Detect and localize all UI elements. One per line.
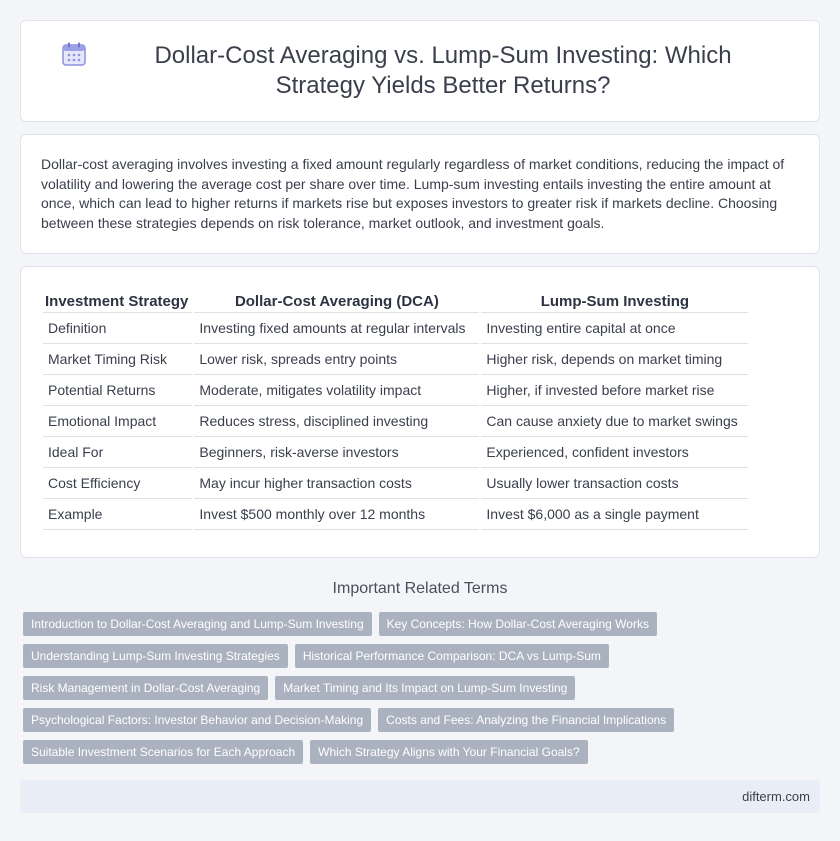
table-row [43,375,748,406]
table-cell-label: Emotional Impact [43,406,192,437]
related-term-link[interactable]: Suitable Investment Scenarios for Each Approach [23,740,303,764]
intro-paragraph: Dollar-cost averaging involves investing a fixed amount regularly regardless of market conditions, reducing the impact of volatility and lowering the average cost per share over time. Lump-sum investing entails investing the entire amount at once, which can lead to higher returns if markets rise but exposes investors to greater risk if markets decline. Choosing between these strategies depends on risk tolerance, market outlook, and investment goals. [41,156,785,231]
table-cell-lump-sum: Invest $6,000 as a single payment [481,499,748,530]
related-term-link[interactable]: Costs and Fees: Analyzing the Financial Implications [378,708,674,732]
table-cell-lump-sum: Higher, if invested before market rise [481,375,748,406]
related-terms-title: Important Related Terms [332,580,508,597]
related-term-link[interactable]: Key Concepts: How Dollar-Cost Averaging Works [379,612,657,636]
related-term-link[interactable]: Introduction to Dollar-Cost Averaging and Lump-Sum Investing [23,612,372,636]
intro-card [20,134,820,254]
related-term-link[interactable]: Risk Management in Dollar-Cost Averaging [23,676,268,700]
table-cell-dca: Reduces stress, disciplined investing [194,406,479,437]
table-row [43,468,748,499]
table-cell-dca: Investing fixed amounts at regular intervals [194,313,479,344]
table-row [43,406,748,437]
site-link[interactable]: difterm.com [742,789,810,804]
table-row [43,344,748,375]
related-term-link[interactable]: Market Timing and Its Impact on Lump-Sum Investing [275,676,575,700]
table-cell-dca: May incur higher transaction costs [194,468,479,499]
table-cell-label: Cost Efficiency [43,468,192,499]
table-header-lump-sum: Lump-Sum Investing [481,293,748,313]
table-cell-dca: Lower risk, spreads entry points [194,344,479,375]
related-term-link[interactable]: Understanding Lump-Sum Investing Strategies [23,644,288,668]
footer [20,780,820,813]
table-header-strategy: Investment Strategy [43,293,192,313]
table-cell-dca: Beginners, risk-averse investors [194,437,479,468]
comparison-table [41,293,750,530]
related-term-link[interactable]: Which Strategy Aligns with Your Financial Goals? [310,740,587,764]
table-row [43,313,748,344]
page-title-wrap [61,41,779,101]
title-card [20,20,820,122]
calendar-icon [61,41,87,67]
table-cell-dca: Invest $500 monthly over 12 months [194,499,479,530]
related-term-link[interactable]: Psychological Factors: Investor Behavior and Decision-Making [23,708,371,732]
comparison-table-card [20,266,820,558]
table-cell-lump-sum: Investing entire capital at once [481,313,748,344]
page-title: Dollar-Cost Averaging vs. Lump-Sum Investing: Which Strategy Yields Better Returns? [154,42,732,99]
table-cell-label: Example [43,499,192,530]
related-term-link[interactable]: Historical Performance Comparison: DCA vs Lump-Sum [295,644,609,668]
table-cell-label: Ideal For [43,437,192,468]
related-terms-list [20,612,820,764]
table-cell-lump-sum: Usually lower transaction costs [481,468,748,499]
table-header-row [43,293,748,313]
table-cell-lump-sum: Higher risk, depends on market timing [481,344,748,375]
table-cell-label: Potential Returns [43,375,192,406]
table-row [43,437,748,468]
table-cell-label: Market Timing Risk [43,344,192,375]
table-cell-lump-sum: Can cause anxiety due to market swings [481,406,748,437]
table-cell-lump-sum: Experienced, confident investors [481,437,748,468]
table-header-dca: Dollar-Cost Averaging (DCA) [194,293,479,313]
table-cell-dca: Moderate, mitigates volatility impact [194,375,479,406]
table-row [43,499,748,530]
table-cell-label: Definition [43,313,192,344]
